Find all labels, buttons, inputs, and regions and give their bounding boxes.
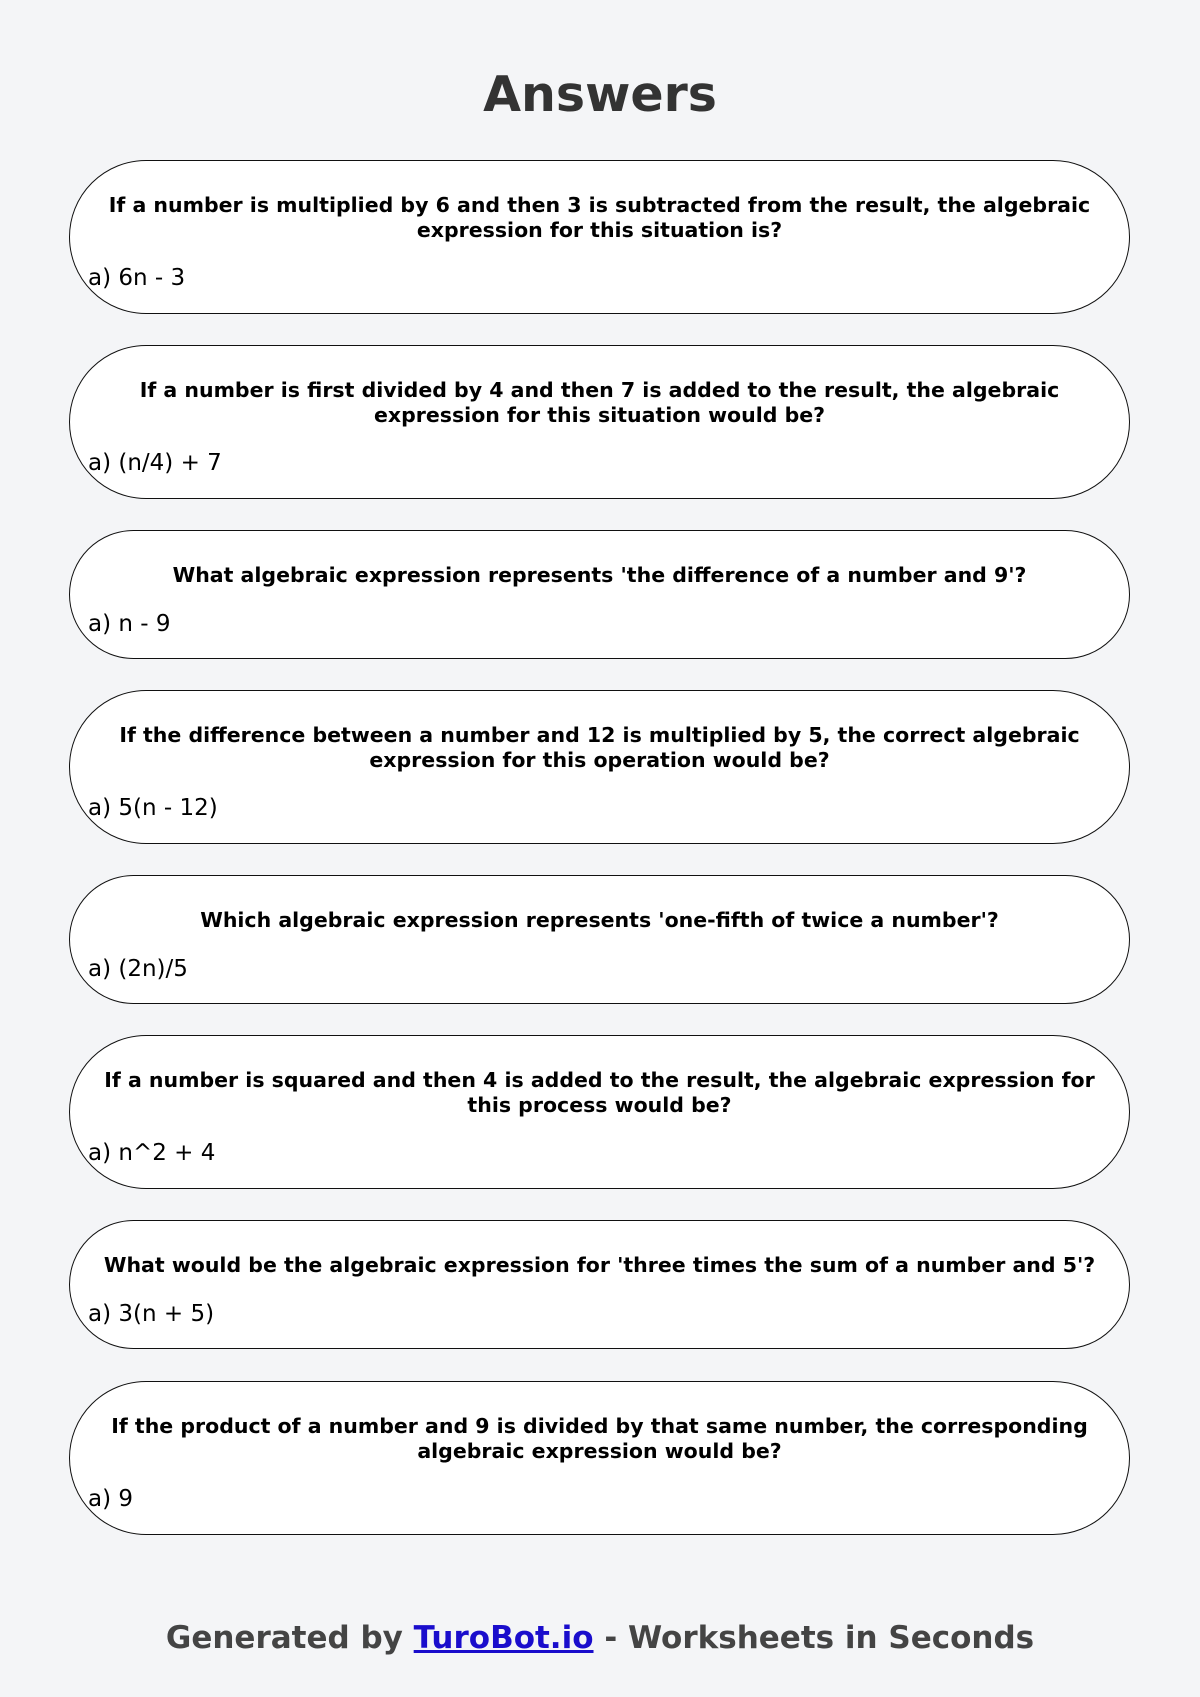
footer-prefix: Generated by xyxy=(165,1620,403,1656)
question-text: What algebraic expression represents 'the difference of a number and 9'? xyxy=(172,563,1027,587)
footer-suffix: - Worksheets in Seconds xyxy=(604,1620,1035,1656)
question-text: If the product of a number and 9 is divided by that same number, the corresponding algebraic expression would be? xyxy=(111,1414,1088,1463)
question-card-7 xyxy=(69,1220,1130,1349)
question-card-4 xyxy=(69,690,1130,844)
answer-text: a) 6n - 3 xyxy=(88,265,186,291)
question-text: If a number is multiplied by 6 and then 3 is subtracted from the result, the algebraic expression for this situation is? xyxy=(108,193,1091,242)
answer-text: a) 5(n - 12) xyxy=(88,795,218,821)
answer-text: a) n - 9 xyxy=(88,611,171,637)
question-text: Which algebraic expression represents 'one-fifth of twice a number'? xyxy=(200,908,999,932)
question-card-5 xyxy=(69,875,1130,1004)
question-text: If a number is squared and then 4 is added to the result, the algebraic expression for this process would be? xyxy=(104,1068,1095,1117)
answer-text: a) (2n)/5 xyxy=(88,956,188,982)
question-text: If the difference between a number and 12 is multiplied by 5, the correct algebraic expression for this operation would be? xyxy=(119,723,1080,772)
turobot-link[interactable]: TuroBot.io xyxy=(413,1620,594,1656)
answer-text: a) n^2 + 4 xyxy=(88,1140,216,1166)
question-card-6 xyxy=(69,1035,1130,1189)
question-card-8 xyxy=(69,1381,1130,1535)
page-title: Answers xyxy=(483,66,717,123)
question-card-1 xyxy=(69,160,1130,314)
question-card-2 xyxy=(69,345,1130,499)
question-text: If a number is first divided by 4 and then 7 is added to the result, the algebraic expression for this situation would be? xyxy=(139,378,1060,427)
question-card-3 xyxy=(69,530,1130,659)
answer-text: a) (n/4) + 7 xyxy=(88,450,222,476)
footer xyxy=(0,1618,1200,1658)
answer-text: a) 9 xyxy=(88,1486,134,1512)
question-text: What would be the algebraic expression for 'three times the sum of a number and 5'? xyxy=(103,1253,1096,1277)
answer-text: a) 3(n + 5) xyxy=(88,1301,215,1327)
